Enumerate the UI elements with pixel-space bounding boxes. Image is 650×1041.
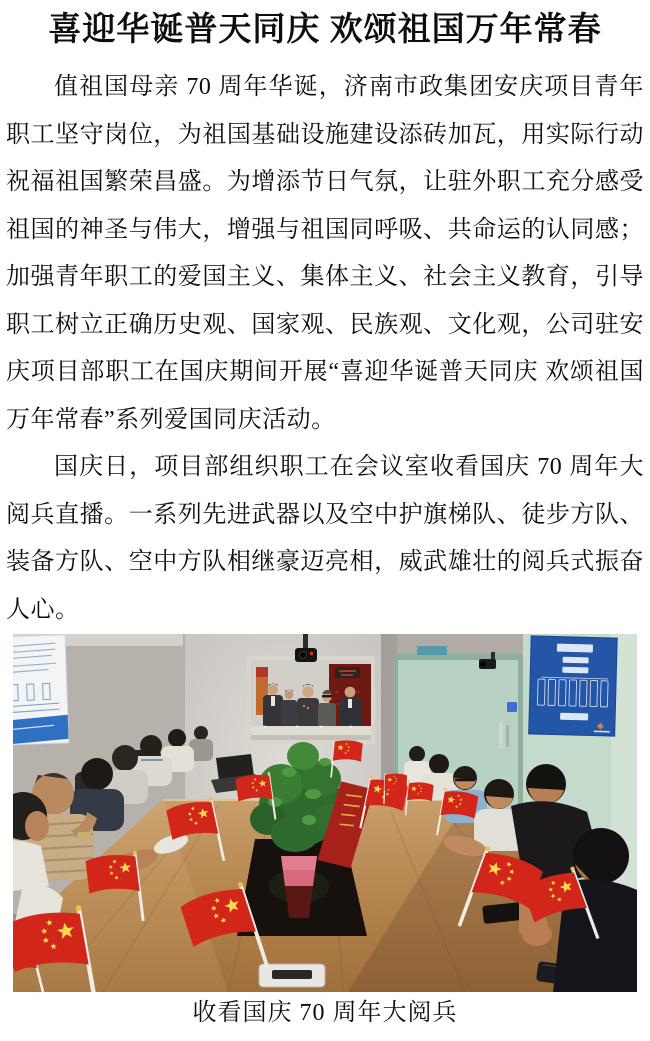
paragraph-2: 国庆日，项目部组织职工在会议室收看国庆 70 周年大阅兵直播。一系列先进武器以及空中护旗梯队、徒步方队、装备方队、空中方队相继豪迈亮相，威武雄壮的阅兵式振奋人心。: [6, 454, 644, 623]
rostrum-ledge: [251, 726, 371, 735]
paragraph-1: 值祖国母亲 70 周年华诞，济南市政集团安庆项目青年职工坚守岗位，为祖国基础设施建设添砖加瓦，用实际行动祝福祖国繁荣昌盛。为增添节日气氛，让驻外职工充分感受祖国的神圣与伟大，增强与祖国同呼吸、共命运的认同感；加强青年职工的爱国主义、集体主义、社会主义教育，引导职工树立正确历史观、国家观、民族观、文化观，公司驻安庆项目部职工在国庆期间开展“喜迎华诞普天同庆 欢颂祖国万年常春”系列爱国同庆活动。: [6, 74, 644, 433]
photo-figure: [0, 634, 650, 1028]
broadcast-logo: [256, 667, 268, 677]
meeting-photo: [13, 634, 637, 992]
photo-caption: 收看国庆 70 周年大阅兵: [192, 1000, 458, 1026]
door-top-tape: [417, 646, 447, 655]
article-title: 喜迎华诞普天同庆 欢颂祖国万年常春: [48, 12, 602, 48]
parade-leaders: [263, 684, 361, 728]
wristwatch: [77, 832, 91, 838]
camera-indicator-light: [310, 652, 313, 655]
hand-holding-flag: [522, 922, 552, 946]
door-handle: [499, 722, 503, 749]
projection-screen: [247, 656, 375, 744]
door-sign: [507, 702, 517, 712]
org-chart-poster: [529, 636, 618, 736]
left-wall-poster: [13, 635, 69, 745]
document-page: [0, 10, 650, 1041]
